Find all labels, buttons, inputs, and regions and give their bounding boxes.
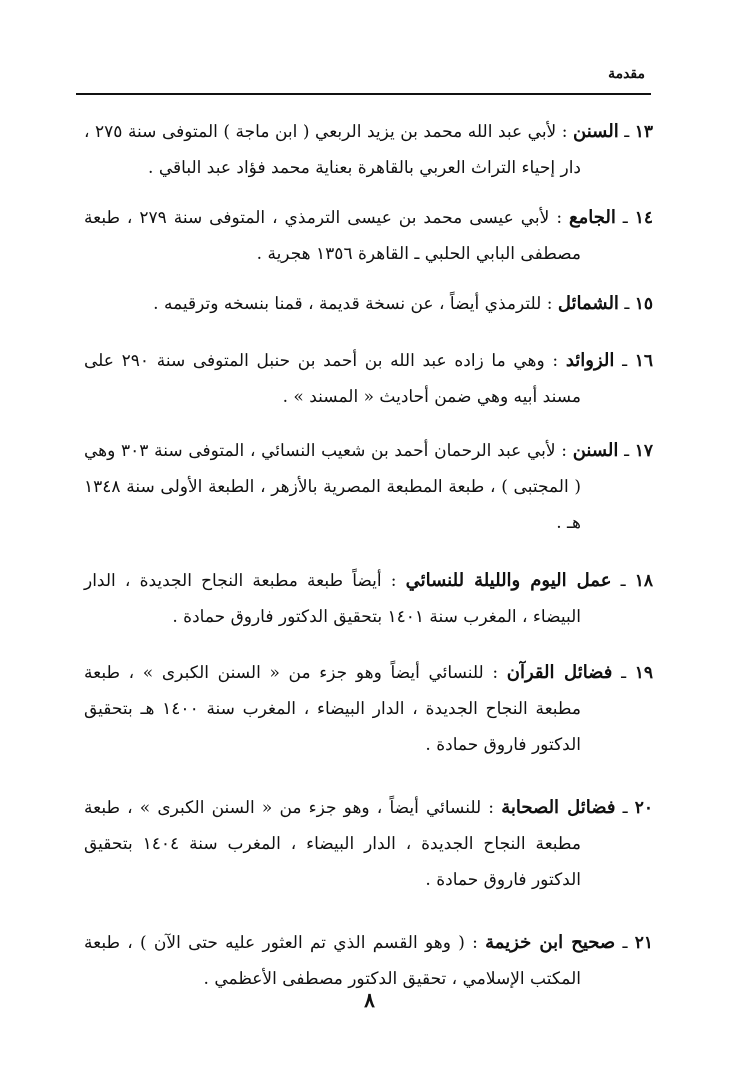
entry-number: ١٥ xyxy=(634,294,653,314)
running-head-title: مقدمة xyxy=(608,66,645,82)
entry-number: ١٧ xyxy=(634,441,654,461)
bibliography-entry: ١٤ ـ الجامع : لأبي عيسى محمد بن عيسى الترمذي ، المتوفى سنة ٢٧٩ ، طبعة مصطفى البابي الحلبي ـ القاهرة ١٣٥٦ هجرية . xyxy=(84,207,653,264)
entry-text: : للنسائي أيضاً ، وهو جزء من « السنن الكبرى » ، طبعة مطبعة النجاح الجديدة ، الدار البيضاء ، المغرب سنة ١٤٠٤ بتحقيق الدكتور فاروق حمادة . xyxy=(84,798,581,890)
entry-number: ١٤ xyxy=(634,208,653,228)
entry-title: السنن xyxy=(572,440,619,461)
bibliography-entry: ١٩ ـ فضائل القرآن : للنسائي أيضاً وهو جزء من « السنن الكبرى » ، طبعة مطبعة النجاح الجديدة ، الدار البيضاء ، المغرب سنة ١٤٠٠ هـ بتحقيق الدكتور فاروق حمادة . xyxy=(84,662,653,755)
entry-number: ١٣ xyxy=(634,122,654,142)
bibliography-entry: ١٨ ـ عمل اليوم والليلة للنسائي : أيضاً طبعة مطبعة النجاح الجديدة ، الدار البيضاء ، المغرب سنة ١٤٠١ بتحقيق الدكتور فاروق حمادة . xyxy=(84,570,654,627)
entry-title: الزوائد xyxy=(565,350,615,371)
entry-number: ٢٠ xyxy=(634,798,653,818)
bibliography-entry: ٢٠ ـ فضائل الصحابة : للنسائي أيضاً ، وهو جزء من « السنن الكبرى » ، طبعة مطبعة النجاح الجديدة ، الدار البيضاء ، المغرب سنة ١٤٠٤ بتحقيق الدكتور فاروق حمادة . xyxy=(84,797,653,890)
entry-title: الجامع xyxy=(569,207,616,228)
entry-text: : لأبي عبد الله محمد بن يزيد الربعي ( ابن ماجة ) المتوفى سنة ٢٧٥ ، دار إحياء التراث العربي بالقاهرة بعناية محمد فؤاد عبد الباقي . xyxy=(84,122,581,178)
bibliography-entry: ١٥ ـ الشمائل : للترمذي أيضاً ، عن نسخة قديمة ، قمنا بنسخه وترقيمه . xyxy=(153,293,653,314)
bibliography-entry: ١٣ ـ السنن : لأبي عبد الله محمد بن يزيد الربعي ( ابن ماجة ) المتوفى سنة ٢٧٥ ، دار إحياء التراث العربي بالقاهرة بعناية محمد فؤاد عبد الباقي . xyxy=(84,121,654,178)
bibliography-entry: ١٦ ـ الزوائد : وهي ما زاده عبد الله بن أحمد بن حنبل المتوفى سنة ٢٩٠ على مسند أبيه وهي ضمن أحاديث « المسند » . xyxy=(84,350,654,407)
entry-title: الشمائل xyxy=(557,293,619,314)
entry-title: عمل اليوم والليلة للنسائي xyxy=(405,570,612,591)
entry-title: فضائل الصحابة xyxy=(501,797,616,818)
page-number: ٨ xyxy=(364,988,375,1012)
entry-text: : للنسائي أيضاً وهو جزء من « السنن الكبرى » ، طبعة مطبعة النجاح الجديدة ، الدار البيضاء ، المغرب سنة ١٤٠٠ هـ بتحقيق الدكتور فاروق حمادة . xyxy=(84,663,581,755)
entry-number: ١٨ xyxy=(634,571,654,591)
entry-number: ١٦ xyxy=(634,351,654,371)
entry-number: ٢١ xyxy=(634,933,654,953)
entry-title: السنن xyxy=(573,121,619,142)
entry-text: : ( وهو القسم الذي تم العثور عليه حتى الآن ) ، طبعة المكتب الإسلامي ، تحقيق الدكتور مصطفى الأعظمي . xyxy=(84,933,581,989)
entry-text: : لأبي عبد الرحمان أحمد بن شعيب النسائي ، المتوفى سنة ٣٠٣ وهي ( المجتبى ) ، طبعة المطبعة المصرية بالأزهر ، الطبعة الأولى سنة ١٣٤٨ هـ . xyxy=(84,441,581,533)
bibliography-entry: ١٧ ـ السنن : لأبي عبد الرحمان أحمد بن شعيب النسائي ، المتوفى سنة ٣٠٣ وهي ( المجتبى ) ، طبعة المطبعة المصرية بالأزهر ، الطبعة الأولى سنة ١٣٤٨ هـ . xyxy=(84,440,654,533)
entry-text: : أيضاً طبعة مطبعة النجاح الجديدة ، الدار البيضاء ، المغرب سنة ١٤٠١ بتحقيق الدكتور فاروق حمادة . xyxy=(84,571,581,627)
entry-text: : لأبي عيسى محمد بن عيسى الترمذي ، المتوفى سنة ٢٧٩ ، طبعة مصطفى البابي الحلبي ـ القاهرة ١٣٥٦ هجرية . xyxy=(84,208,581,264)
entry-title: فضائل القرآن xyxy=(506,662,613,683)
entry-title: صحيح ابن خزيمة xyxy=(485,932,616,953)
entry-text: : وهي ما زاده عبد الله بن أحمد بن حنبل المتوفى سنة ٢٩٠ على مسند أبيه وهي ضمن أحاديث « المسند » . xyxy=(84,351,581,407)
entry-text: : للترمذي أيضاً ، عن نسخة قديمة ، قمنا بنسخه وترقيمه . xyxy=(153,294,553,314)
header-rule xyxy=(76,93,651,95)
entry-number: ١٩ xyxy=(634,663,653,683)
bibliography-list xyxy=(84,114,653,997)
bibliography-entry: ٢١ ـ صحيح ابن خزيمة : ( وهو القسم الذي تم العثور عليه حتى الآن ) ، طبعة المكتب الإسلامي ، تحقيق الدكتور مصطفى الأعظمي . xyxy=(84,932,654,989)
